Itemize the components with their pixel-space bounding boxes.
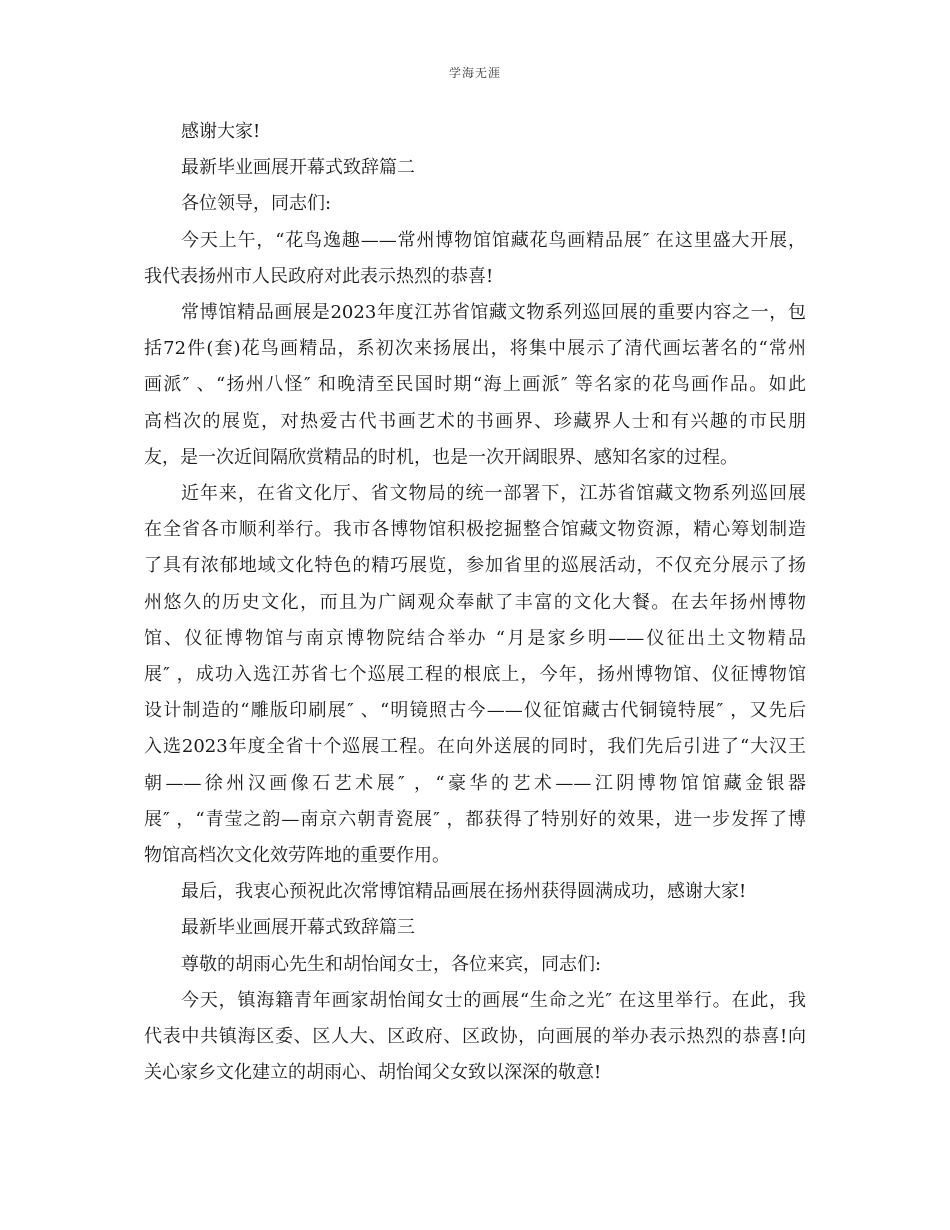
paragraph (144, 186, 806, 222)
paragraph (144, 295, 806, 476)
paragraph-line: 最新毕业画展开幕式致辞篇二 (181, 157, 415, 179)
paragraph-line: 高档次的展览，对热爱古代书画艺术的书画界、珍藏界人士和有兴趣的市民朋 (144, 410, 806, 432)
paragraph-line: 朝——徐州汉画像石艺术展″ ，“豪华的艺术——江阴博物馆馆藏金银器 (144, 772, 806, 794)
paragraph-line: 物馆高档次文化效劳阵地的重要作用。 (144, 845, 450, 867)
paragraph (144, 983, 806, 1092)
paragraph-line: 展″ ，“青莹之韵—南京六朝青瓷展″ ，都获得了特别好的效果，进一步发挥了博 (144, 808, 806, 830)
paragraph-line: 在全省各市顺利举行。我市各博物馆积极挖掘整合馆藏文物资源，精心筹划制造 (144, 519, 806, 541)
paragraph (144, 476, 806, 874)
paragraph-line: 感谢大家! (181, 121, 261, 142)
document-body (144, 114, 806, 1091)
paragraph-line: 设计制造的“雕版印刷展″ 、“明镜照古今——仪征馆藏古代铜镜特展″ ，又先后 (144, 700, 806, 722)
paragraph-line: 各位领导，同志们: (181, 193, 332, 215)
paragraph-line: 代表中共镇海区委、区人大、区政府、区政协，向画展的举办表示热烈的恭喜!向 (144, 1026, 806, 1048)
paragraph-line: 尊敬的胡雨心先生和胡怡闻女士，各位来宾，同志们: (181, 953, 602, 975)
paragraph (144, 150, 806, 186)
paragraph-line: 括72件(套)花鸟画精品，系初次来扬展出，将集中展示了清代画坛著名的“常州 (144, 338, 806, 360)
paragraph (144, 910, 806, 946)
paragraph-line: 常博馆精品画展是2023年度江苏省馆藏文物系列巡回展的重要内容之一，包 (181, 302, 806, 324)
paragraph (144, 114, 806, 150)
paragraph-line: 最新毕业画展开幕式致辞篇三 (181, 917, 415, 939)
paragraph-line: 今天，镇海籍青年画家胡怡闻女士的画展“生命之光″ 在这里举行。在此，我 (181, 989, 806, 1011)
paragraph-line: 关心家乡文化建立的胡雨心、胡怡闻父女致以深深的敬意! (144, 1062, 602, 1084)
paragraph-line: 我代表扬州市人民政府对此表示热烈的恭喜! (144, 265, 494, 287)
page-header: 学海无涯 (448, 66, 501, 80)
paragraph-line: 近年来，在省文化厅、省文物局的统一部署下，江苏省馆藏文物系列巡回展 (181, 483, 806, 505)
paragraph-line: 今天上午，“花鸟逸趣——常州博物馆馆藏花鸟画精品展″ 在这里盛大开展， (181, 229, 806, 251)
paragraph-line: 入选2023年度全省十个巡展工程。在向外送展的同时，我们先后引进了“大汉王 (144, 736, 806, 758)
paragraph-line: 州悠久的历史文化，而且为广阔观众奉献了丰富的文化大餐。在去年扬州博物 (144, 591, 806, 613)
paragraph-line: 最后，我衷心预祝此次常博馆精品画展在扬州获得圆满成功，感谢大家! (181, 881, 747, 903)
paragraph (144, 223, 806, 295)
paragraph-line: 了具有浓郁地域文化特色的精巧展览，参加省里的巡展活动，不仅充分展示了扬 (144, 555, 806, 577)
paragraph-line: 画派″ 、“扬州八怪″ 和晚清至民国时期“海上画派″ 等名家的花鸟画作品。如此 (144, 374, 806, 396)
paragraph (144, 947, 806, 983)
paragraph-line: 馆、仪征博物馆与南京博物院结合举办 “月是家乡明——仪征出土文物精品 (144, 627, 806, 649)
paragraph (144, 874, 806, 910)
paragraph-line: 友，是一次近间隔欣赏精品的时机，也是一次开阔眼界、感知名家的过程。 (144, 446, 738, 468)
paragraph-line: 展″ ，成功入选江苏省七个巡展工程的根底上，今年，扬州博物馆、仪征博物馆 (144, 664, 806, 686)
